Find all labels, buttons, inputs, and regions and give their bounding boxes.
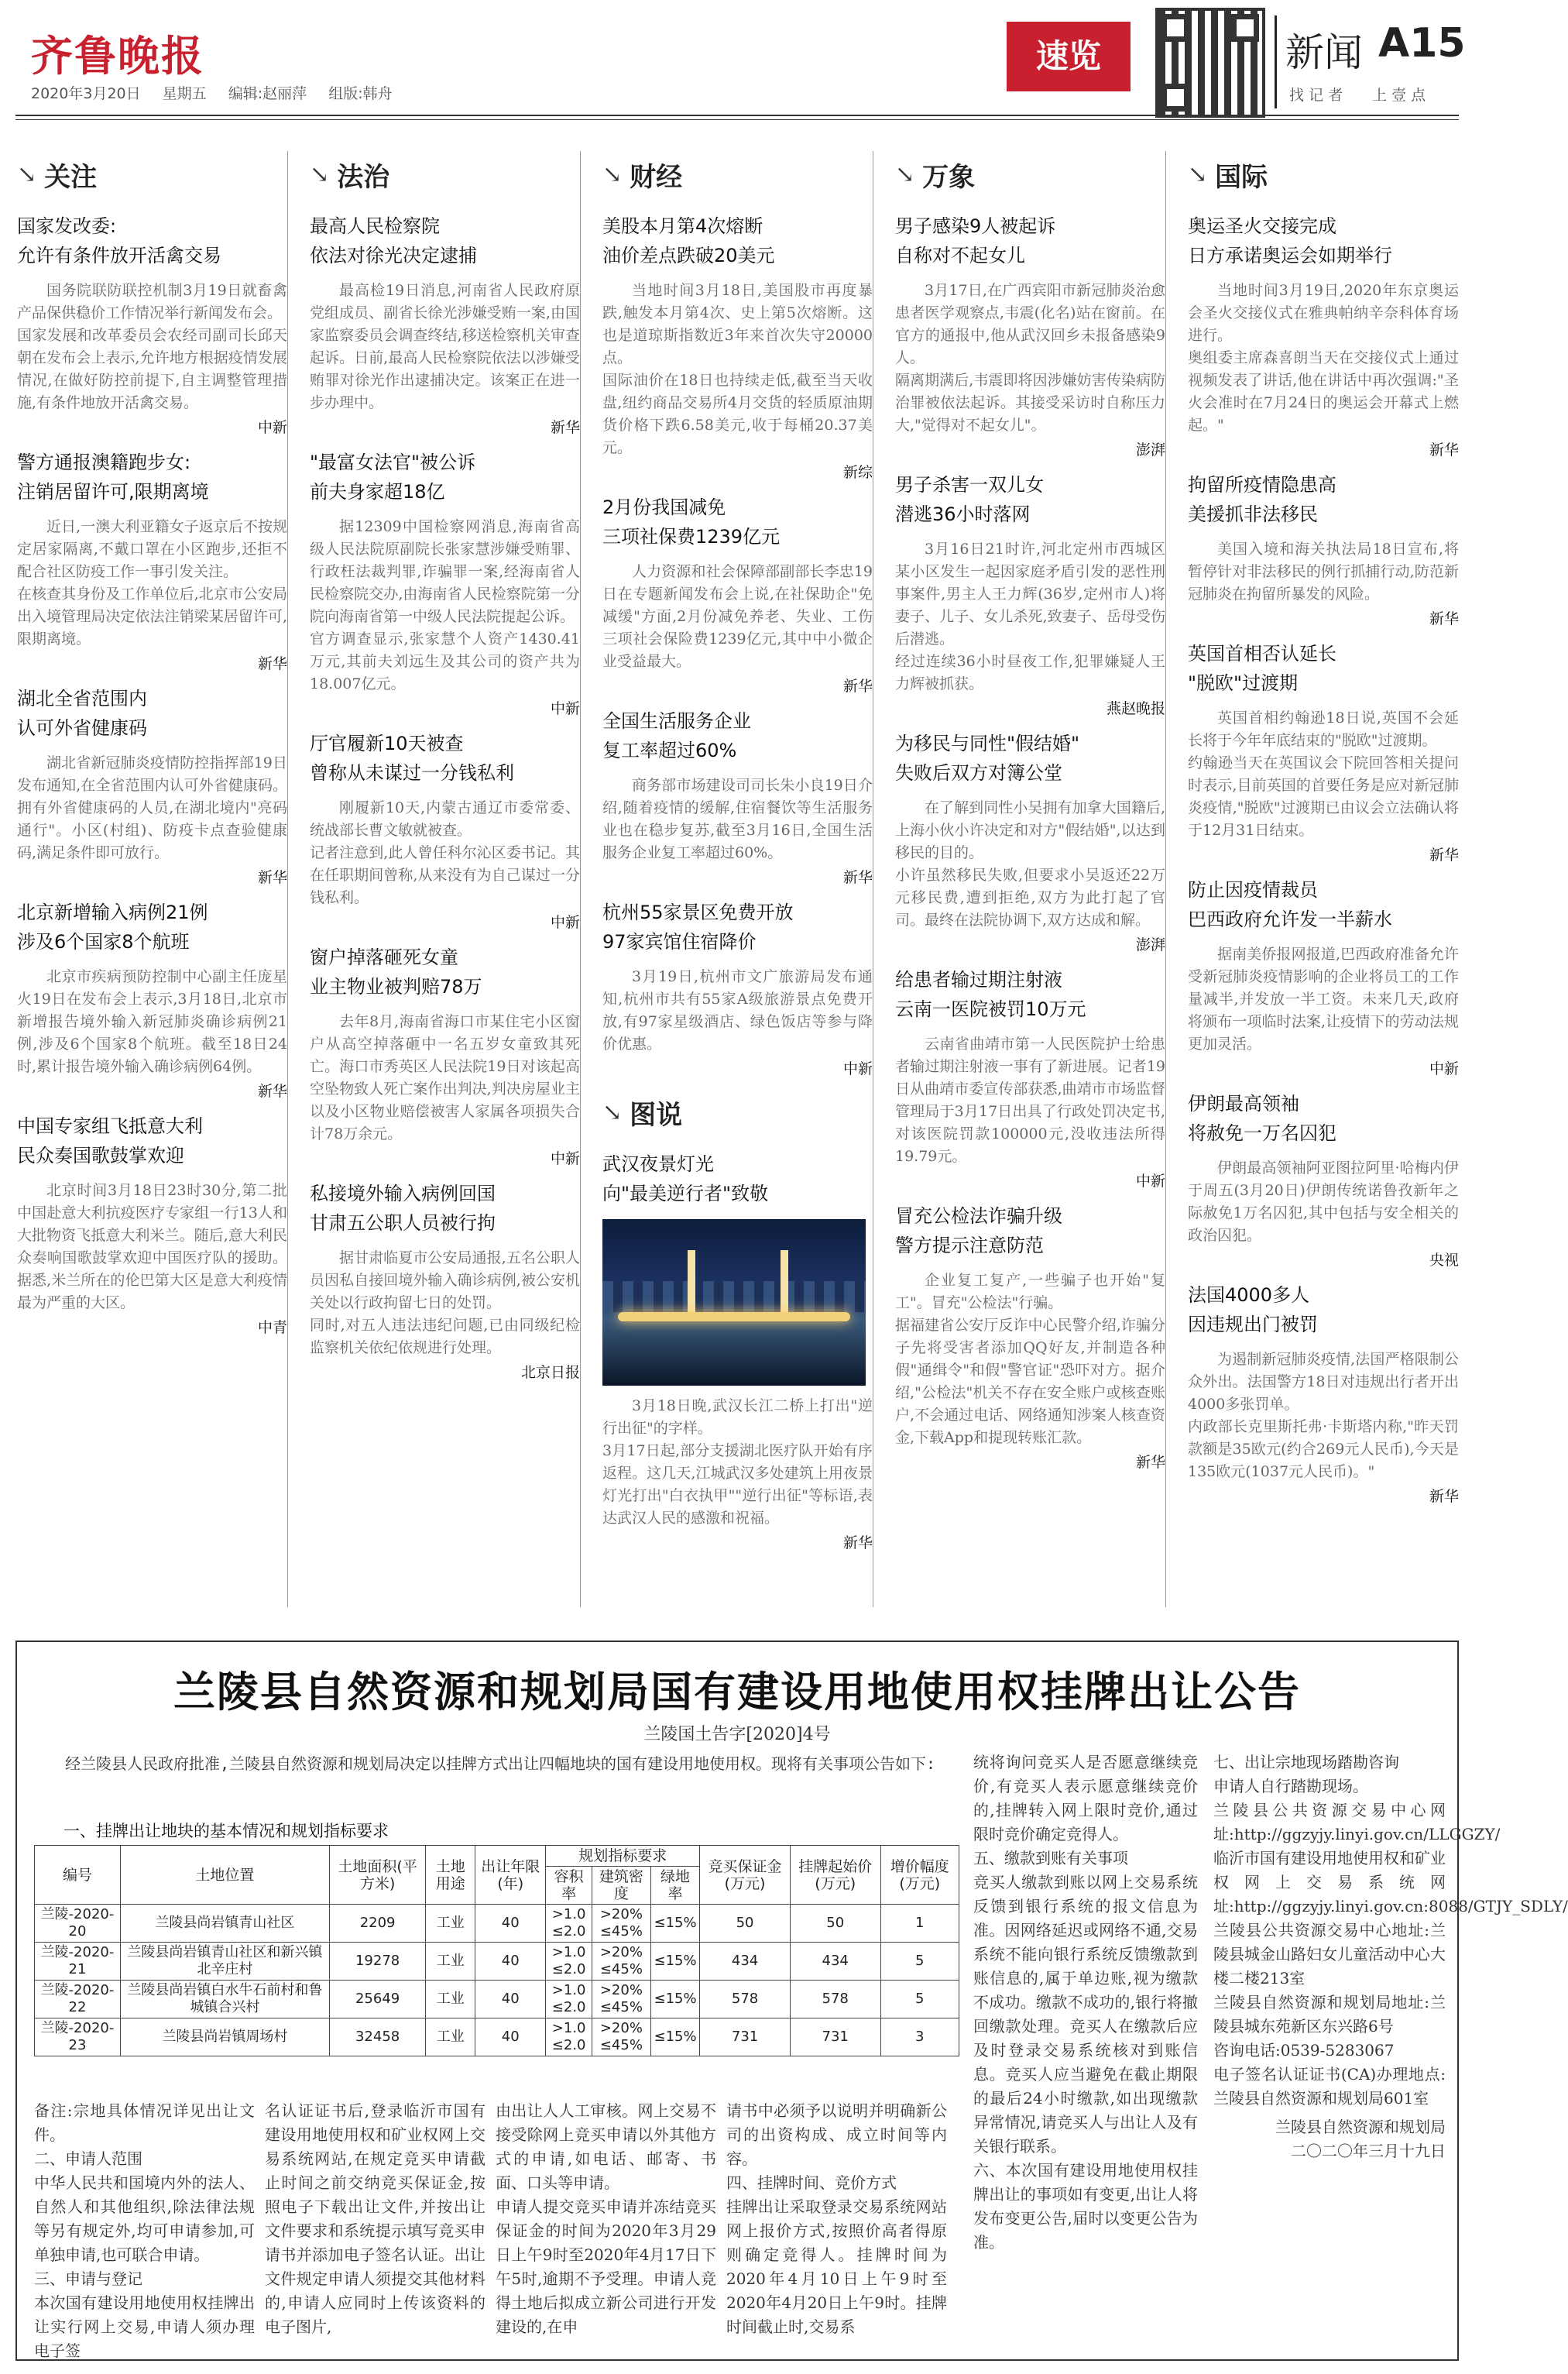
article-source: 新华 xyxy=(1429,847,1459,864)
table-cell: ≤15% xyxy=(650,1981,699,2018)
article[interactable] xyxy=(17,211,287,437)
article-body: 商务部市场建设司司长朱小良19日介绍,随着疫情的缓解,住宿餐饮等生活服务业也在稳步复苏,截至3月16日,全国生活服务企业复工率超过60%。 xyxy=(602,777,873,861)
table-cell: 578 xyxy=(700,1981,791,2018)
column-3 xyxy=(895,151,1166,1607)
column-heading-text: 万象 xyxy=(922,161,976,193)
article[interactable] xyxy=(895,211,1165,459)
article-body: 近日,一澳大利亚籍女子返京后不按规定居家隔离,不戴口罩在小区跑步,还拒不配合社区防疫工作一事引发关注。 在核查其身份及工作单位后,北京市公安局出入境管理局决定依法注销梁某居留许可,限期离境。 xyxy=(17,518,287,648)
column-heading xyxy=(17,151,287,198)
article-title[interactable]: 全国生活服务企业 复工率超过60% xyxy=(602,710,751,761)
header-rule-thin xyxy=(15,119,1459,120)
wuhan-night-photo xyxy=(602,1219,866,1386)
article-source: 中新 xyxy=(550,1150,580,1167)
article-title[interactable]: 美股本月第4次熔断 油价差点跌破20美元 xyxy=(602,215,775,266)
table-cell: ≤15% xyxy=(650,2018,699,2056)
announcement-right-b xyxy=(1213,1750,1568,2163)
article-body: 据12309中国检察网消息,海南省高级人民法院原副院长张家慧涉嫌受贿罪、行政枉法裁判罪,诈骗罪一案,经海南省人民检察院交办,由海南省人民检察院第一分院向海南省第一中级人民法院提起公诉。 官方调查显示,张家慧个人资产1430.41万元,其前夫刘远生及其公司的资产共为18.007亿元。 xyxy=(310,518,580,692)
article-source: 中新 xyxy=(550,700,580,717)
table-cell: 50 xyxy=(790,1905,880,1943)
table-cell: 40 xyxy=(475,1981,546,2018)
signoff: 兰陵县自然资源和规划局 xyxy=(1275,2118,1446,2136)
table-cell: 5 xyxy=(880,1981,959,2018)
table-cell: 3 xyxy=(880,2018,959,2056)
table-cell: >20% ≤45% xyxy=(592,1943,650,1981)
announcement-col xyxy=(265,2099,485,2339)
article-source: 新华 xyxy=(842,869,873,886)
table-cell: 578 xyxy=(790,1981,880,2018)
article[interactable] xyxy=(895,729,1165,954)
arrow-icon: ↘ xyxy=(1188,160,1208,188)
table-cell: 兰陵县尚岩镇青山社区和新兴镇北辛庄村 xyxy=(120,1943,329,1981)
article-title[interactable]: 为移民与同性"假结婚" 失败后双方对簿公堂 xyxy=(895,733,1080,784)
article-source: 中新 xyxy=(1135,1173,1165,1190)
article-title[interactable]: 中国专家组飞抵意大利 民众奏国歌鼓掌欢迎 xyxy=(17,1115,203,1166)
table-cell: 1 xyxy=(880,1905,959,1943)
article-body: 湖北省新冠肺炎疫情防控指挥部19日发布通知,在全省范围内认可外省健康码。拥有外省健康码的人员,在湖北境内"亮码通行"。小区(村组)、防疫卡点查验健康码,满足条件即可放行。 xyxy=(17,754,287,861)
article[interactable] xyxy=(895,1201,1165,1472)
article-title[interactable]: 英国首相否认延长 "脱欧"过渡期 xyxy=(1188,643,1336,694)
th-far: 容积率 xyxy=(546,1867,592,1905)
article-title[interactable]: 国家发改委: 允许有条件放开活禽交易 xyxy=(17,215,221,266)
article[interactable] xyxy=(602,493,873,696)
photo-section xyxy=(602,1089,873,1552)
arrow-icon: ↘ xyxy=(310,160,330,188)
announcement-text: 请书中必须予以说明并明确新公司的出资构成、成立时间等内容。 四、挂牌时间、竞价方式 挂牌出让采取登录交易系统网站网上报价方式,按照价高者得原则确定竞得人。挂牌时间为2020年4月10日上午9时至2020年4月20日上午9时。挂牌时间截止时,交易系 xyxy=(726,2101,947,2336)
article[interactable] xyxy=(310,943,580,1168)
article-title[interactable]: 给患者输过期注射液 云南一医院被罚10万元 xyxy=(895,969,1086,1020)
article-source: 新华 xyxy=(550,419,580,436)
article-body: 美国入境和海关执法局18日宣布,将暂停针对非法移民的例行抓捕行动,防范新冠肺炎在拘留所暴发的风险。 xyxy=(1188,541,1459,603)
photo-caption: 3月18日晚,武汉长江二桥上打出"逆行出征"的字样。 3月17日起,部分支援湖北医疗队开始有序返程。这几天,江城武汉多处建筑上用夜景灯光打出"白衣执甲""逆行出征"等标语,表达武汉人民的感激和祝福。 xyxy=(602,1397,873,1527)
article[interactable] xyxy=(17,448,287,673)
section-heading: 一、挂牌出让地块的基本情况和规划指标要求 xyxy=(63,1822,389,1840)
article-title[interactable]: 拘留所疫情隐患高 美援抓非法移民 xyxy=(1188,474,1336,525)
article[interactable] xyxy=(310,448,580,718)
article-body: 云南省曲靖市第一人民医院护士给患者输过期注射液一事有了新进展。记者19日从曲靖市委宣传部获悉,曲靖市市场监督管理局于3月17日出具了行政处罚决定书,对该医院罚款100000元,没收违法所得19.79元。 xyxy=(895,1036,1165,1165)
article-source: 新华 xyxy=(1429,610,1459,627)
announcement-right-a xyxy=(973,1750,1198,2255)
table-cell: ≤15% xyxy=(650,1905,699,1943)
layout-credit: 组版:韩舟 xyxy=(328,85,393,102)
announcement-col xyxy=(726,2099,947,2339)
plot-table xyxy=(34,1845,959,2056)
th-deposit: 竞买保证金(万元) xyxy=(700,1846,791,1905)
article-title[interactable]: "最富女法官"被公诉 前夫身家超18亿 xyxy=(310,452,476,503)
article-source: 中新 xyxy=(1429,1060,1459,1077)
intro-text: 经兰陵县人民政府批准,兰陵县自然资源和规划局决定以挂牌方式出让四幅地块的国有建设用地使用权。现将有关事项公告如下: xyxy=(65,1754,936,1773)
article-source: 新华 xyxy=(1429,1488,1459,1505)
article-source: 中新 xyxy=(550,914,580,931)
article-title[interactable]: 防止因疫情裁员 巴西政府允许发一半薪水 xyxy=(1188,879,1392,930)
right-text-a: 统将询问竞买人是否愿意继续竞价,有竞买人表示愿意继续竞价的,挂牌转入网上限时竞价,通过限时竞价确定竞得人。 五、缴款到账有关事项 竞买人缴款到账以网上交易系统反馈到银行系统的报文信息为准。因网络延迟或网络不通,交易系统不能向银行系统反馈缴款到账信息的,属于单边账,视为缴款不成功。缴款不成功的,银行将撤回缴款处理。竞买人在缴款后应及时登录交易系统核对到账信息。竞买人应当避免在截止期限的最后24小时缴款,如出现缴款异常情况,请竞买人与出让人及有关银行联系。 六、本次国有建设用地使用权挂牌出让的事项如有变更,出让人将发布变更公告,届时以变更公告为准。 xyxy=(973,1753,1198,2252)
article-title[interactable]: 法国4000多人 因违规出门被罚 xyxy=(1188,1284,1318,1335)
article-source: 新华 xyxy=(257,869,287,886)
table-cell: >20% ≤45% xyxy=(592,1905,650,1943)
th-term: 出让年限(年) xyxy=(475,1846,546,1905)
article-title[interactable]: 警方通报澳籍跑步女: 注销居留许可,限期离境 xyxy=(17,452,209,503)
land-announcement xyxy=(15,1640,1568,2361)
th-location: 土地位置 xyxy=(120,1846,329,1905)
column-heading xyxy=(602,1089,873,1135)
table-cell: >1.0 ≤2.0 xyxy=(546,1981,592,2018)
article-body: 伊朗最高领袖阿亚图拉阿里·哈梅内伊于周五(3月20日)伊朗传统诺鲁孜新年之际赦免1万名囚犯,其中包括与安全相关的政治囚犯。 xyxy=(1188,1160,1459,1244)
announcement-title: 兰陵县自然资源和规划局国有建设用地使用权挂牌出让公告 xyxy=(173,1668,1301,1716)
article-source: 新华 xyxy=(1135,1454,1165,1471)
article-title[interactable]: 窗户掉落砸死女童 业主物业被判赔78万 xyxy=(310,947,482,998)
th-planning: 规划指标要求 xyxy=(546,1846,700,1867)
table-cell: 兰陵县尚岩镇白水牛石前村和鲁城镇合兴村 xyxy=(120,1981,329,2018)
table-cell: >20% ≤45% xyxy=(592,1981,650,2018)
table-cell: 40 xyxy=(475,1905,546,1943)
column-heading xyxy=(602,151,873,198)
article-source: 新华 xyxy=(257,655,287,672)
issue-weekday: 星期五 xyxy=(162,85,207,102)
table-cell: 工业 xyxy=(426,1981,475,2018)
table-cell: >1.0 ≤2.0 xyxy=(546,2018,592,2056)
table-cell: 兰陵-2020-20 xyxy=(35,1905,121,1943)
column-heading xyxy=(310,151,580,198)
column-heading-text: 关注 xyxy=(44,161,98,193)
column-4 xyxy=(1188,151,1459,1607)
sign-date: 二〇二〇年三月十九日 xyxy=(1291,2142,1446,2160)
table-cell: >20% ≤45% xyxy=(592,2018,650,2056)
article-body: 为遏制新冠肺炎疫情,法国严格限制公众外出。法国警方18日对违规出行者开出4000多张罚单。 内政部长克里斯托弗·卡斯塔内称,"昨天罚款额是35欧元(约合269元人民币),今天是135欧元(1037元人民币)。" xyxy=(1188,1351,1459,1480)
table-cell: 40 xyxy=(475,1943,546,1981)
column-1 xyxy=(310,151,581,1607)
column-2 xyxy=(602,151,873,1607)
sulan-badge: 速览 xyxy=(1007,22,1131,91)
table-cell: 731 xyxy=(700,2018,791,2056)
issue-meta xyxy=(31,82,410,103)
article-body: 国务院联防联控机制3月19日就畜禽产品保供稳价工作情况举行新闻发布会。 国家发展和改革委员会农经司副司长邱天朝在发布会上表示,允许地方根据疫情发展情况,在做好防控前提下,自主调整管理措施,有条件地放开活禽交易。 xyxy=(17,282,287,411)
article-body: 企业复工复产,一些骗子也开始"复工"。冒充"公检法"行骗。 据福建省公安厅反诈中心民警介绍,诈骗分子先将受害者添加QQ好友,并制造各种假"通缉令"和假"警官证"恐吓对方。据介绍,"公检法"机关不存在安全账户或核查账户,不会通过电话、网络通知涉案人核查资金,下载App和提现转账汇款。 xyxy=(895,1272,1165,1446)
table-cell: 兰陵-2020-23 xyxy=(35,2018,121,2056)
th-start-price: 挂牌起始价(万元) xyxy=(790,1846,880,1905)
photo-source: 新华 xyxy=(842,1534,873,1551)
article-body: 3月19日,杭州市文广旅游局发布通知,杭州市共有55家A级旅游景点免费开放,有97家星级酒店、绿色饭店等参与降价优惠。 xyxy=(602,968,873,1053)
arrow-icon: ↘ xyxy=(602,160,623,188)
article-source: 新华 xyxy=(1429,441,1459,459)
article[interactable] xyxy=(17,684,287,887)
article-source: 新综 xyxy=(842,464,873,481)
table-cell: 2209 xyxy=(329,1905,425,1943)
article[interactable] xyxy=(1188,470,1459,628)
article-title[interactable]: 最高人民检察院 依法对徐光决定逮捕 xyxy=(310,215,477,266)
table-cell: 25649 xyxy=(329,1981,425,2018)
article-body: 在了解到同性小吴拥有加拿大国籍后,上海小伙小许决定和对方"假结婚",以达到移民的目的。 小许虽然移民失败,但要求小吴返还22万元移民费,遭到拒绝,双方为此打起了官司。最终在法院协调下,双方达成和解。 xyxy=(895,799,1165,929)
table-cell: ≤15% xyxy=(650,1943,699,1981)
article-title[interactable]: 伊朗最高领袖 将赦免一万名囚犯 xyxy=(1188,1093,1336,1144)
right-text-b: 七、出让宗地现场踏勘咨询 申请人自行踏勘现场。 兰陵县公共资源交易中心网址:http://ggzyjy.linyi.gov.cn/LLGGZY/ 临沂市国有建设用地使用权和矿业权网上交易系统网址:http://ggzyjy.linyi.gov.cn:8088/GTJY_SDLY/ 兰陵县公共资源交易中心地址:兰陵县城金山路妇女儿童活动中心大楼二楼213室 兰陵县自然资源和规划局地址:兰陵县城东苑新区东兴路6号 咨询电话:0539-5283067 电子签名认证证书(CA)办理地点:兰陵县自然资源和规划局601室 xyxy=(1213,1753,1568,2108)
page-header xyxy=(0,0,1474,147)
announcement-text: 备注:宗地具体情况详见出让文件。 二、申请人范围 中华人民共和国境内外的法人、自然人和其他组织,除法律法规等另有规定外,均可申请参加,可单独申请,也可联合申请。 三、申请与登记 本次国有建设用地使用权挂牌出让实行网上交易,申请人须办理电子签 xyxy=(34,2101,255,2360)
qr-code-icon[interactable] xyxy=(1155,8,1265,118)
article-body: 刚履新10天,内蒙古通辽市委常委、统战部长曹文敏就被查。 记者注意到,此人曾任科尔沁区委书记。其在任职期间曾称,从来没有为自己谋过一分钱私利。 xyxy=(310,799,580,906)
table-cell: 兰陵-2020-21 xyxy=(35,1943,121,1981)
article[interactable] xyxy=(310,1179,580,1382)
table-cell: 工业 xyxy=(426,1943,475,1981)
column-heading xyxy=(1188,151,1459,198)
table-cell: 工业 xyxy=(426,2018,475,2056)
article-body: 据南美侨报网报道,巴西政府准备允许受新冠肺炎疫情影响的企业将员工的工作量减半,并发放一半工资。未来几天,政府将颁布一项临时法案,让疫情下的劳动法规更加灵活。 xyxy=(1188,946,1459,1053)
article[interactable] xyxy=(17,1111,287,1337)
page-number: A15 xyxy=(1378,20,1466,67)
article-body: 北京时间3月18日23时30分,第二批中国赴意大利抗疫医疗专家组一行13人和大批物资飞抵意大利米兰。随后,意大利民众奏响国歌鼓掌欢迎中国医疗队的援助。据悉,米兰所在的伦巴第大区是意大利疫情最为严重的大区。 xyxy=(17,1182,287,1311)
column-heading xyxy=(895,151,1165,198)
article-title[interactable]: 冒充公检法诈骗升级 警方提示注意防范 xyxy=(895,1205,1062,1256)
article-title[interactable]: 杭州55家景区免费开放 97家宾馆住宿降价 xyxy=(602,902,794,953)
article[interactable] xyxy=(602,898,873,1078)
arrow-icon: ↘ xyxy=(895,160,915,188)
article[interactable] xyxy=(895,965,1165,1190)
article[interactable] xyxy=(310,729,580,932)
table-cell: 兰陵县尚岩镇周场村 xyxy=(120,2018,329,2056)
article-title[interactable]: 北京新增输入病例21例 涉及6个国家8个航班 xyxy=(17,902,208,953)
article-source: 澎湃 xyxy=(1135,936,1165,953)
table-cell: 兰陵-2020-22 xyxy=(35,1981,121,2018)
reporter-tagline: 找 记 者 上 壹 点 xyxy=(1289,87,1426,104)
article-title[interactable]: 奥运圣火交接完成 日方承诺奥运会如期举行 xyxy=(1188,215,1392,266)
table-cell: 5 xyxy=(880,1943,959,1981)
table-cell: 434 xyxy=(700,1943,791,1981)
th-area: 土地面积(平方米) xyxy=(329,1846,425,1905)
table-row xyxy=(35,2018,959,2056)
article-source: 中青 xyxy=(257,1319,287,1336)
article[interactable] xyxy=(1188,875,1459,1078)
section-name: 新闻 xyxy=(1285,30,1363,75)
article-title[interactable]: 男子杀害一双儿女 潜逃36小时落网 xyxy=(895,474,1044,525)
announcement-ref: 兰陵国土告字[2020]4号 xyxy=(643,1725,831,1744)
announcement-text: 由出让人人工审核。网上交易不接受除网上竞买申请以外其他方式的申请,如电话、邮寄、书面、口头等申请。 申请人提交竞买申请并冻结竞买保证金的时间为2020年3月29日上午9时至2020年4月17日下午5时,逾期不予受理。申请人竞得土地后拟成立新公司进行开发建设的,在申 xyxy=(496,2101,716,2336)
article-body: 去年8月,海南省海口市某住宅小区窗户从高空掉落砸中一名五岁女童致其死亡。海口市秀英区人民法院19日对该起高空坠物致人死亡案作出判决,判决房屋业主以及小区物业赔偿被害人家属各项损失合计78万余元。 xyxy=(310,1013,580,1142)
article-title[interactable]: 厅官履新10天被查 曾称从未谋过一分钱私利 xyxy=(310,733,514,784)
table-row xyxy=(35,1905,959,1943)
table-cell: 434 xyxy=(790,1943,880,1981)
photo-title[interactable]: 武汉夜景灯光 向"最美逆行者"致敬 xyxy=(602,1153,769,1204)
article-title[interactable]: 2月份我国减免 三项社保费1239亿元 xyxy=(602,496,781,548)
article[interactable] xyxy=(1188,211,1459,459)
column-heading-text: 国际 xyxy=(1215,161,1268,193)
table-row xyxy=(35,1981,959,2018)
article-body: 3月16日21时许,河北定州市西城区某小区发生一起因家庭矛盾引发的恶性刑事案件,男主人王力辉(36岁,定州市人)将妻子、儿子、女儿杀死,致妻子、岳母受伤后潜逃。 经过连续36小时昼夜工作,犯罪嫌疑人王力辉被抓获。 xyxy=(895,541,1165,692)
newspaper-logo: 齐鲁晚报 xyxy=(31,31,204,81)
column-heading-text: 法治 xyxy=(337,161,390,193)
article-title[interactable]: 男子感染9人被起诉 自称对不起女儿 xyxy=(895,215,1056,266)
article-source: 中新 xyxy=(842,1060,873,1077)
table-cell: 19278 xyxy=(329,1943,425,1981)
arrow-icon: ↘ xyxy=(602,1098,623,1126)
th-id: 编号 xyxy=(35,1846,121,1905)
announcement-intro xyxy=(34,1752,956,1776)
article-body: 英国首相约翰逊18日说,英国不会延长将于今年年底结束的"脱欧"过渡期。 约翰逊当天在英国议会下院回答相关提问时表示,目前英国的首要任务是应对新冠肺炎疫情,"脱欧"过渡期已由议会立法确认将于12月31日结束。 xyxy=(1188,709,1459,839)
column-0 xyxy=(17,151,288,1607)
article-source: 新华 xyxy=(842,678,873,695)
article-body: 北京市疾病预防控制中心副主任庞星火19日在发布会上表示,3月18日,北京市新增报告境外输入新冠肺炎确诊病例21例,涉及6个国家8个航班。截至18日24时,累计报告境外输入确诊病例64例。 xyxy=(17,968,287,1075)
article-body: 人力资源和社会保障部副部长李忠19日在专题新闻发布会上说,在社保助企"免减缓"方面,2月份减免养老、失业、工伤三项社会保险费1239亿元,其中中小微企业受益最大。 xyxy=(602,563,873,670)
announcement-text: 名认证证书后,登录临沂市国有建设用地使用权和矿业权网上交易系统网站,在规定竞买申请截止时间之前交纳竞买保证金,按照电子下载出让文件,并按出让文件要求和系统提示填写竞买申请书并添加电子签名认证。出让文件规定申请人须提交其他材料的,申请人应同时上传该资料的电子图片, xyxy=(265,2101,485,2336)
article[interactable] xyxy=(310,211,580,437)
article-title[interactable]: 湖北全省范围内 认可外省健康码 xyxy=(17,688,147,739)
th-density: 建筑密度 xyxy=(592,1867,650,1905)
article[interactable] xyxy=(17,898,287,1101)
th-use: 土地用途 xyxy=(426,1846,475,1905)
article[interactable] xyxy=(602,706,873,887)
table-cell: 50 xyxy=(700,1905,791,1943)
article-body: 当地时间3月18日,美国股市再度暴跌,触发本月第4次、史上第5次熔断。这也是道琼斯指数近3年来首次失守20000点。 国际油价在18日也持续走低,截至当天收盘,纽约商品交易所4月交货的轻质原油期货价格下跌6.58美元,收于每桶20.37美元。 xyxy=(602,282,873,456)
article-body: 最高检19日消息,河南省人民政府原党组成员、副省长徐光涉嫌受贿一案,由国家监察委员会调查终结,移送检察机关审查起诉。日前,最高人民检察院依法以涉嫌受贿罪对徐光作出逮捕决定。该案正在进一步办理中。 xyxy=(310,282,580,411)
table-cell: >1.0 ≤2.0 xyxy=(546,1905,592,1943)
th-green: 绿地率 xyxy=(650,1867,699,1905)
article-source: 新华 xyxy=(257,1083,287,1100)
article[interactable] xyxy=(895,470,1165,718)
article-body: 3月17日,在广西宾阳市新冠肺炎治愈患者医学观察点,韦震(化名)站在窗前。在官方的通报中,他从武汉回乡未报备感染9人。 隔离期满后,韦震即将因涉嫌妨害传染病防治罪被依法起诉。其接受采访时自称压力大,"觉得对不起女儿"。 xyxy=(895,282,1165,434)
th-increment: 增价幅度(万元) xyxy=(880,1846,959,1905)
table-row xyxy=(35,1943,959,1981)
article-source: 北京日报 xyxy=(520,1364,580,1381)
editor-credit: 编辑:赵丽萍 xyxy=(228,85,307,102)
article-title[interactable]: 私接境外输入病例回国 甘肃五公职人员被行拘 xyxy=(310,1183,496,1234)
announcement-col xyxy=(496,2099,716,2339)
article[interactable] xyxy=(1188,1089,1459,1269)
article-source: 燕赵晚报 xyxy=(1106,700,1165,717)
table-cell: 32458 xyxy=(329,2018,425,2056)
article-source: 中新 xyxy=(257,419,287,436)
arrow-icon: ↘ xyxy=(17,160,37,188)
column-heading-text: 图说 xyxy=(630,1099,683,1131)
header-divider xyxy=(1275,15,1277,108)
header-rule xyxy=(15,115,1459,116)
issue-date: 2020年3月20日 xyxy=(31,85,141,102)
table-cell: 工业 xyxy=(426,1905,475,1943)
article[interactable] xyxy=(602,211,873,482)
article-source: 央视 xyxy=(1429,1252,1459,1269)
article[interactable] xyxy=(1188,639,1459,864)
announcement-col xyxy=(34,2099,255,2363)
article-source: 澎湃 xyxy=(1135,441,1165,459)
article[interactable] xyxy=(1188,1280,1459,1506)
article-body: 据甘肃临夏市公安局通报,五名公职人员因私自接回境外输入确诊病例,被公安机关处以行政拘留七日的处罚。 同时,对五人违法违纪问题,已由同级纪检监察机关依纪依规进行处理。 xyxy=(310,1249,580,1356)
article-body: 当地时间3月19日,2020年东京奥运会圣火交接仪式在雅典帕纳辛奈科体育场进行。 奥组委主席森喜朗当天在交接仪式上通过视频发表了讲话,他在讲话中再次强调:"圣火会准时在7月24日的奥运会开幕式上燃起。" xyxy=(1188,282,1459,434)
column-heading-text: 财经 xyxy=(630,161,683,193)
table-cell: >1.0 ≤2.0 xyxy=(546,1943,592,1981)
table-cell: 兰陵县尚岩镇青山社区 xyxy=(120,1905,329,1943)
table-cell: 40 xyxy=(475,2018,546,2056)
table-cell: 731 xyxy=(790,2018,880,2056)
